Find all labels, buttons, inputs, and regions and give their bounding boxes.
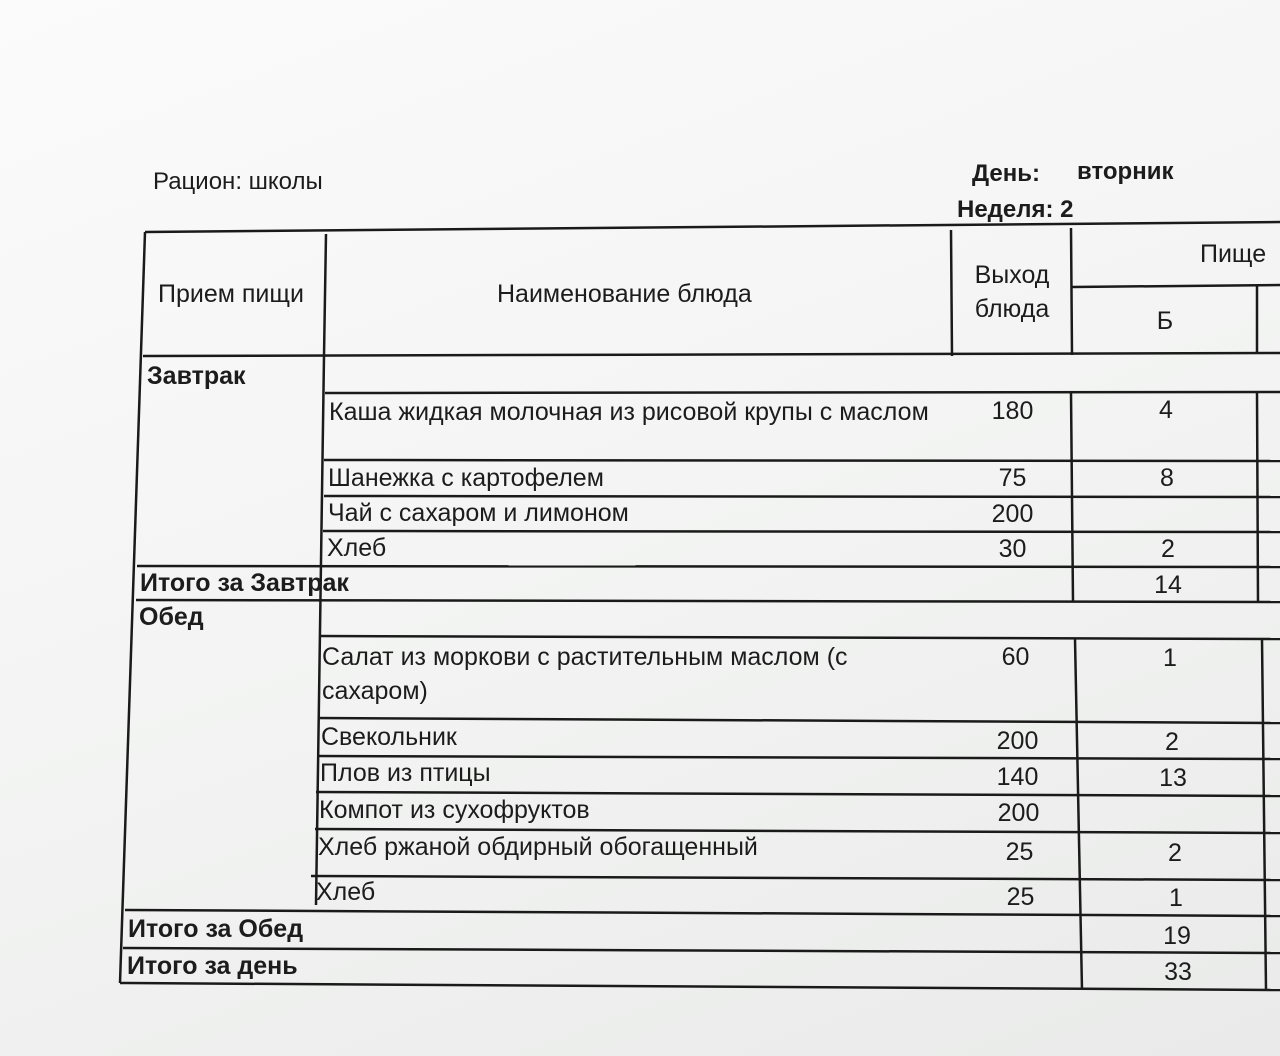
table-row-yield: 75: [998, 464, 1027, 492]
table-row-yield: 30: [998, 535, 1027, 563]
table-row-yield: 140: [996, 763, 1039, 791]
table-row-yield: 60: [1001, 643, 1030, 671]
table-row-yield: 200: [996, 727, 1039, 755]
day-label: День:: [972, 160, 1040, 187]
table-row-protein: 13: [1159, 764, 1187, 792]
table-row-yield: 200: [997, 799, 1040, 827]
table-row-yield: 25: [1006, 883, 1035, 911]
table-row-dish: Хлеб: [316, 878, 376, 906]
table-row-dish: Хлеб: [327, 534, 387, 562]
table-row-yield: 25: [1005, 838, 1034, 866]
table-row-protein: 2: [1161, 535, 1175, 563]
column-header-yield: Выход блюда: [974, 261, 1050, 323]
table-row-yield: 180: [991, 397, 1034, 425]
ration-label: Рацион: школы: [153, 168, 323, 195]
table-row-dish: Салат из моркови с растительным маслом (с сахаром): [322, 643, 848, 705]
breakfast-total-protein: 14: [1154, 571, 1182, 599]
table-row-dish: Плов из птицы: [320, 759, 491, 787]
table-row-protein: 1: [1169, 884, 1183, 912]
column-header-nutrition: Пище: [1200, 240, 1267, 268]
table-row-dish: Шанежка с картофелем: [328, 464, 604, 492]
column-header-meal: Прием пищи: [158, 280, 304, 308]
week-label: Неделя: 2: [957, 196, 1074, 223]
table-row-protein: 8: [1160, 464, 1174, 492]
column-header-dish: Наименование блюда: [497, 280, 752, 308]
table-row-dish: Каша жидкая молочная из рисовой крупы с маслом: [329, 398, 929, 426]
table-row-dish: Свекольник: [321, 723, 457, 751]
table-row-protein: 2: [1168, 839, 1182, 867]
meal-lunch-label: Обед: [139, 603, 204, 631]
meal-breakfast-label: Завтрак: [147, 362, 246, 390]
table-row-dish: Чай с сахаром и лимоном: [328, 499, 629, 527]
table-row-protein: 4: [1159, 396, 1173, 424]
day-total-label: Итого за день: [127, 952, 298, 980]
column-header-protein: Б: [1156, 307, 1174, 335]
day-total-protein: 33: [1164, 958, 1192, 986]
breakfast-total-label: Итого за Завтрак: [140, 569, 349, 597]
table-row-dish: Хлеб ржаной обдирный обогащенный: [318, 833, 758, 861]
day-value: вторник: [1077, 158, 1174, 185]
table-row-dish: Компот из сухофруктов: [319, 796, 590, 824]
table-row-protein: 1: [1163, 644, 1177, 672]
lunch-total-protein: 19: [1163, 922, 1191, 950]
table-row-yield: 200: [991, 500, 1034, 528]
lunch-total-label: Итого за Обед: [128, 915, 304, 943]
table-row-protein: 2: [1165, 728, 1179, 756]
